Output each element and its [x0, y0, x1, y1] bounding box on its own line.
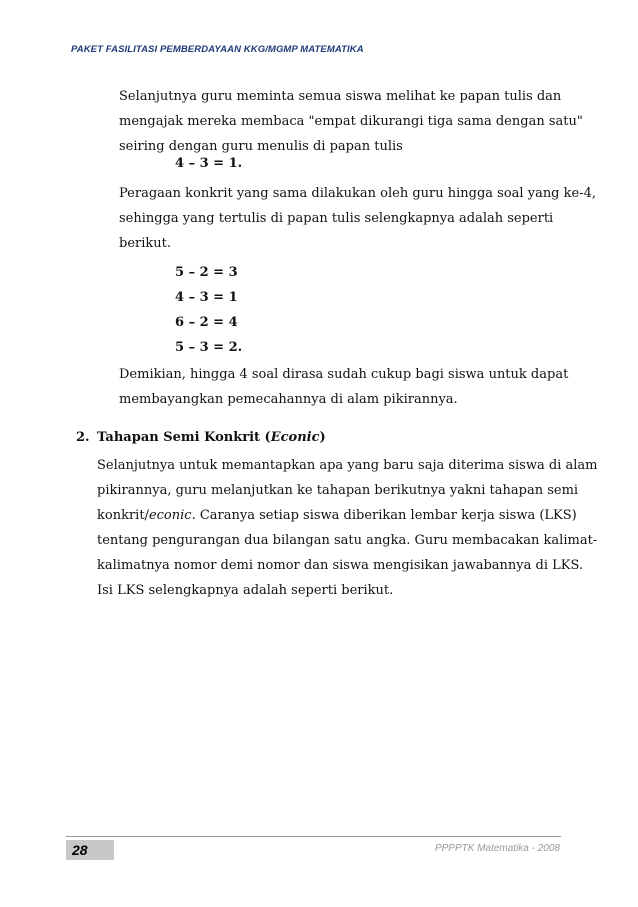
section-title-italic: Econic	[270, 430, 320, 445]
section-title-end: )	[319, 430, 326, 445]
equation: 4 – 3 = 1.	[175, 156, 243, 171]
text-segment: . Caranya setiap siswa diberikan lembar kerja siswa (LKS)	[191, 508, 577, 523]
paragraph-1	[119, 84, 583, 159]
text-line: Isi LKS selengkapnya adalah seperti berikut.	[97, 583, 394, 598]
text-line: pikirannya, guru melanjutkan ke tahapan berikutnya yakni tahapan semi	[97, 483, 579, 498]
page-header-title: PAKET FASILITASI PEMBERDAYAAN KKG/MGMP MATEMATIKA	[71, 44, 364, 55]
page-number: 28	[66, 840, 114, 860]
text-line: Peragaan konkrit yang sama dilakukan oleh guru hingga soal yang ke-4,	[119, 186, 597, 201]
section-heading	[76, 430, 326, 445]
text-line: Selanjutnya untuk memantapkan apa yang baru saja diterima siswa di alam	[97, 458, 598, 473]
text-segment: konkrit/	[97, 508, 149, 523]
paragraph-2	[119, 181, 597, 256]
equation: 5 – 2 = 3	[175, 265, 238, 280]
text-italic: econic	[148, 508, 192, 523]
section-title: Tahapan Semi Konkrit (	[97, 430, 271, 445]
section-number: 2.	[76, 430, 90, 445]
text-line: seiring dengan guru menulis di papan tulis	[119, 139, 403, 154]
text-line: kalimatnya nomor demi nomor dan siswa mengisikan jawabannya di LKS.	[97, 558, 584, 573]
equation: 6 – 2 = 4	[175, 315, 238, 330]
text-line: sehingga yang tertulis di papan tulis selengkapnya adalah seperti	[119, 211, 554, 226]
footer-divider	[66, 836, 561, 837]
paragraph-3	[119, 362, 569, 412]
text-line: Selanjutnya guru meminta semua siswa melihat ke papan tulis dan	[119, 89, 562, 104]
equation: 5 – 3 = 2.	[175, 340, 243, 355]
text-line: berikut.	[119, 236, 171, 251]
text-line: mengajak mereka membaca "empat dikurangi tiga sama dengan satu"	[119, 114, 583, 129]
text-line	[97, 503, 577, 528]
text-line: Demikian, hingga 4 soal dirasa sudah cukup bagi siswa untuk dapat	[119, 367, 569, 382]
text-line: membayangkan pemecahannya di alam pikirannya.	[119, 392, 458, 407]
footer-text: PPPPTK Matematika - 2008	[434, 843, 560, 854]
paragraph-4	[97, 453, 598, 603]
equation: 4 – 3 = 1	[175, 290, 238, 305]
text-line: tentang pengurangan dua bilangan satu angka. Guru membacakan kalimat-	[97, 533, 598, 548]
